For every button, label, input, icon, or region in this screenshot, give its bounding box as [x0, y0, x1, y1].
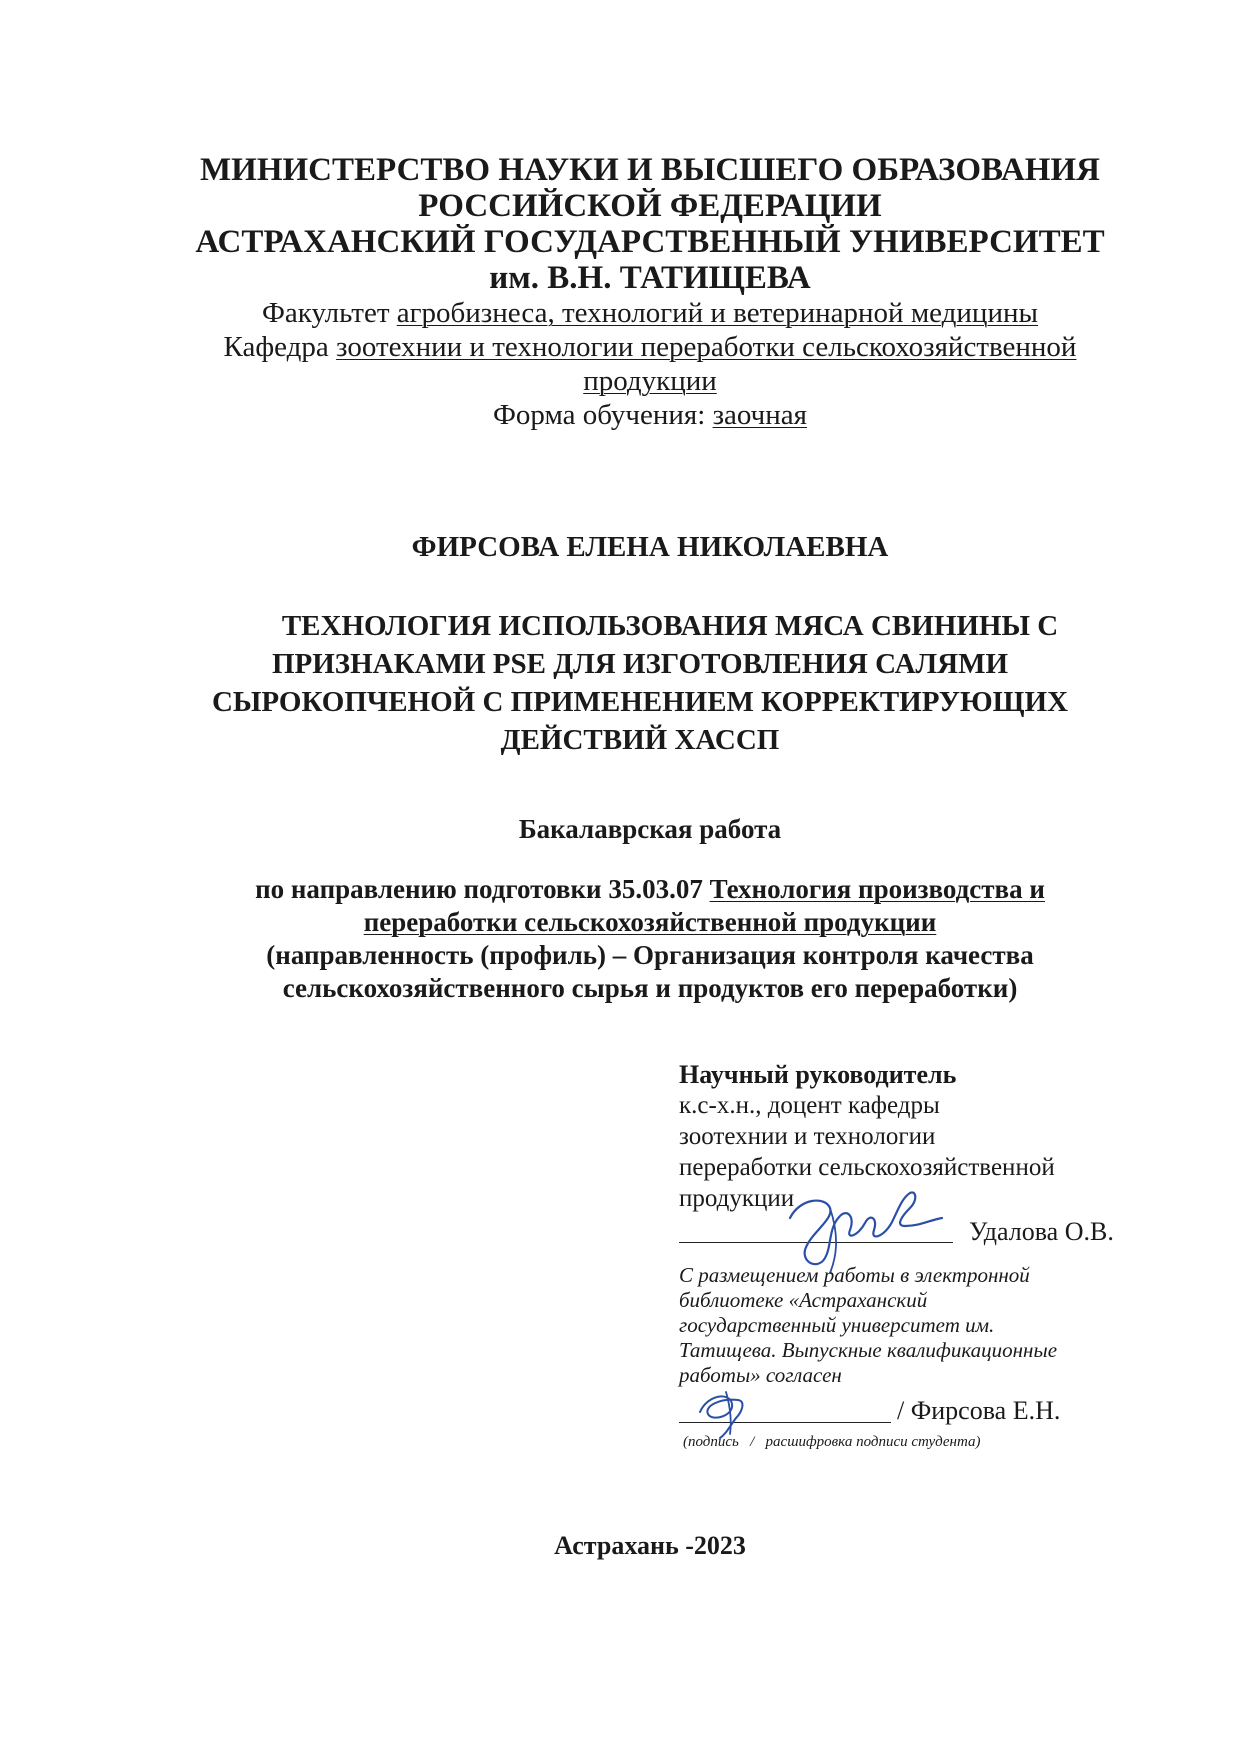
department-value-1: зоотехнии и технологии переработки сельскохозяйственной	[336, 331, 1077, 363]
faculty-label: Факультет	[262, 297, 397, 329]
thesis-title-line-1: ТЕХНОЛОГИЯ ИСПОЛЬЗОВАНИЯ МЯСА СВИНИНЫ С	[281, 610, 1059, 642]
supervisor-signature-row	[679, 1216, 1139, 1250]
consent-block	[679, 1263, 1099, 1388]
department-line	[150, 330, 1150, 364]
thesis-title-line-4: ДЕЙСТВИЙ ХАССП	[500, 724, 780, 756]
work-type: Бакалаврская работа	[518, 814, 782, 844]
supervisor-block	[679, 1059, 1139, 1250]
direction-line-1	[150, 873, 1150, 906]
direction-block	[150, 873, 1150, 1005]
student-signature-caption: (подпись / расшифровка подписи студента)	[683, 1434, 981, 1450]
student-signature-row	[679, 1396, 1139, 1430]
supervisor-line-1: к.с-х.н., доцент кафедры	[679, 1092, 940, 1119]
supervisor-line-2: зоотехнии и технологии	[679, 1123, 936, 1150]
consent-line-4: Татищева. Выпускные квалификационные	[679, 1338, 1058, 1362]
study-form-line	[150, 398, 1150, 432]
thesis-title-line-2: ПРИЗНАКАМИ PSE ДЛЯ ИЗГОТОВЛЕНИЯ САЛЯМИ	[271, 648, 1009, 680]
direction-name-1: Технология производства и	[709, 874, 1045, 904]
ministry-line-2: РОССИЙСКОЙ ФЕДЕРАЦИИ	[418, 188, 882, 224]
profile-line-2: сельскохозяйственного сырья и продуктов его переработки)	[282, 973, 1018, 1003]
university-line-2: им. В.Н. ТАТИЩЕВА	[489, 260, 811, 296]
student-name: / Фирсова Е.Н.	[897, 1396, 1061, 1425]
direction-prefix: по направлению подготовки 35.03.07	[255, 874, 710, 904]
profile-line-1: (направленность (профиль) – Организация контроля качества	[266, 940, 1034, 970]
university-line-1: АСТРАХАНСКИЙ ГОСУДАРСТВЕННЫЙ УНИВЕРСИТЕТ	[195, 224, 1105, 260]
student-signature-line	[679, 1422, 891, 1423]
department-line-2	[150, 364, 1150, 398]
supervisor-line-3: переработки сельскохозяйственной	[679, 1154, 1055, 1181]
department-label: Кафедра	[223, 331, 337, 363]
header-block	[150, 152, 1150, 432]
ministry-line-1: МИНИСТЕРСТВО НАУКИ И ВЫСШЕГО ОБРАЗОВАНИЯ	[200, 152, 1100, 188]
consent-line-3: государственный университет им.	[679, 1313, 995, 1337]
consent-line-2: библиотеке «Астраханский	[679, 1288, 928, 1312]
author-name: ФИРСОВА ЕЛЕНА НИКОЛАЕВНА	[411, 531, 889, 563]
supervisor-line-4: продукции	[679, 1185, 795, 1212]
faculty-value: агробизнеса, технологий и ветеринарной медицины	[396, 297, 1038, 329]
department-value-2: продукции	[583, 365, 717, 397]
consent-line-5: работы» согласен	[679, 1363, 842, 1387]
direction-line-2	[150, 906, 1150, 939]
supervisor-signature-line	[679, 1242, 953, 1243]
thesis-title	[190, 607, 1090, 759]
supervisor-name: Удалова О.В.	[969, 1217, 1114, 1246]
study-form-value: заочная	[712, 399, 807, 431]
study-form-label: Форма обучения:	[493, 399, 713, 431]
faculty-line	[150, 296, 1150, 330]
supervisor-title: Научный руководитель	[679, 1060, 957, 1089]
city-year: Астрахань -2023	[554, 1531, 746, 1560]
consent-line-1: С размещением работы в электронной	[679, 1263, 1030, 1287]
thesis-title-line-3: СЫРОКОПЧЕНОЙ С ПРИМЕНЕНИЕМ КОРРЕКТИРУЮЩИХ	[211, 686, 1069, 718]
direction-name-2: переработки сельскохозяйственной продукции	[363, 907, 937, 937]
